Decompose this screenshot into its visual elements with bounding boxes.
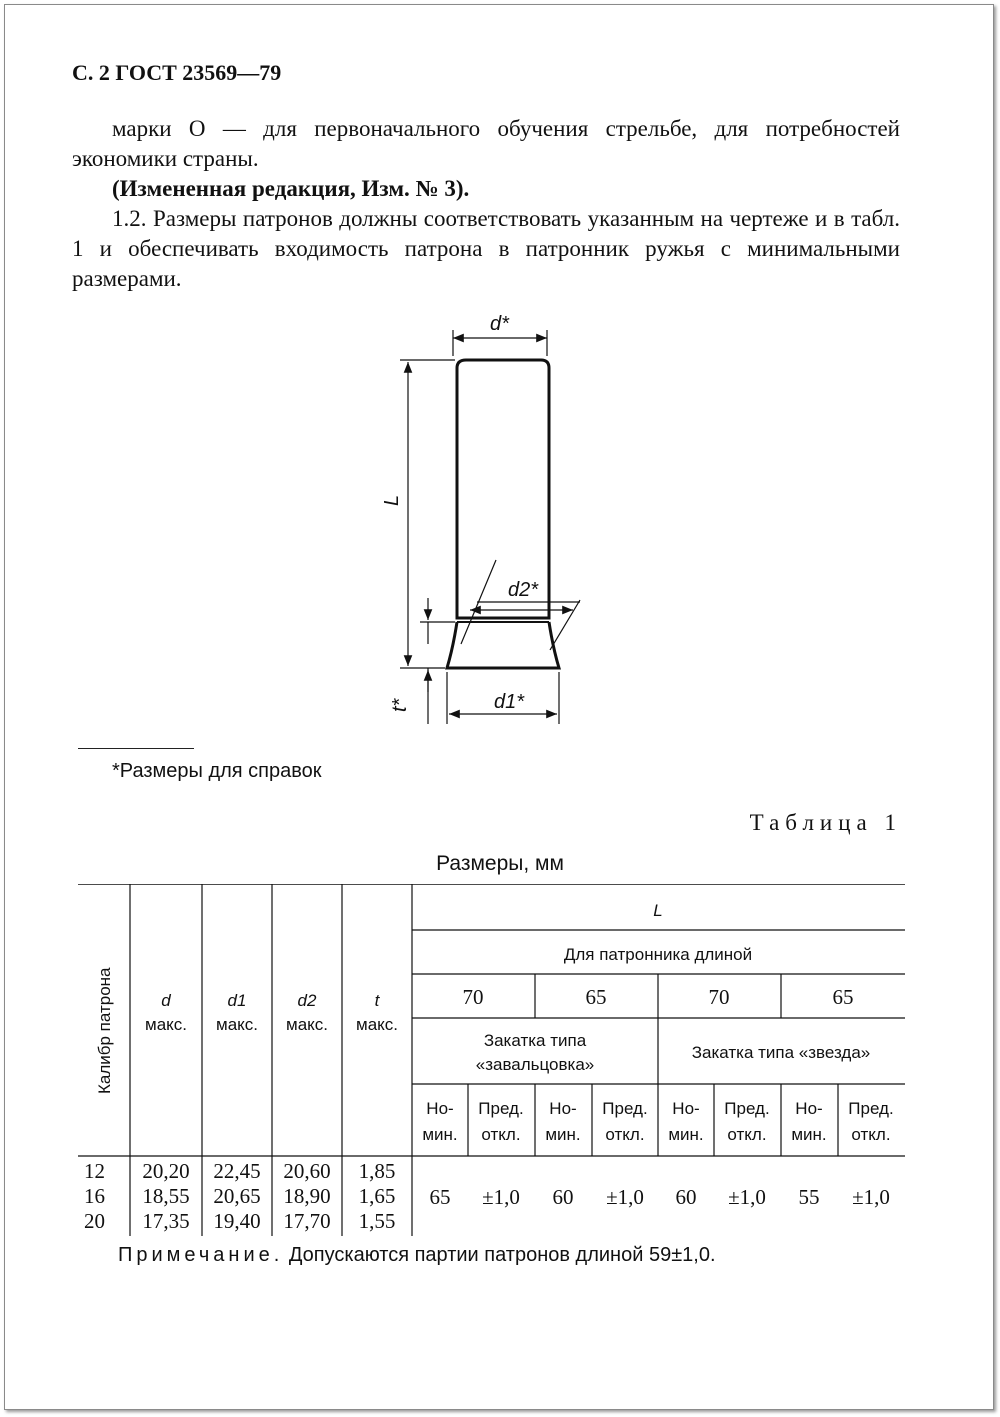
page-header: С. 2 ГОСТ 23569—79 <box>72 60 282 85</box>
label-d2: d2* <box>508 579 539 601</box>
label-d1: d1* <box>494 691 525 713</box>
header-t: t <box>374 991 380 1010</box>
header-len-70-a: 70 <box>462 985 484 1009</box>
header-dev-1: Пред. <box>478 1099 524 1118</box>
amendment-note: (Измененная редакция, Изм. № 3). <box>112 176 470 201</box>
note-text: Допускаются партии патронов длиной 59±1,0. <box>283 1244 716 1266</box>
header-dev-2b: откл. <box>605 1125 645 1144</box>
cell-caliber: 16 <box>84 1184 105 1208</box>
header-len-65-a: 65 <box>585 985 607 1009</box>
header-dev-4b: откл. <box>851 1125 891 1144</box>
label-d: d* <box>490 313 509 335</box>
header-t-maks: макс. <box>356 1015 398 1034</box>
cartridge-drawing <box>370 300 610 740</box>
cell-d: 18,55 <box>142 1184 190 1208</box>
cell-t: 1,65 <box>358 1184 396 1208</box>
cell-d1: 19,40 <box>213 1209 261 1233</box>
header-nom-4: Но- <box>795 1099 823 1118</box>
header-crimp-roll: Закатка типа <box>483 1031 587 1050</box>
header-dev-2: Пред. <box>602 1099 648 1118</box>
cell-L-nominal: 55 <box>798 1185 820 1209</box>
cell-t: 1,85 <box>358 1159 396 1183</box>
header-dev-4: Пред. <box>848 1099 894 1118</box>
header-d: d <box>161 991 171 1010</box>
cell-t: 1,55 <box>358 1209 396 1233</box>
cell-L-nominal: 65 <box>429 1185 451 1209</box>
cell-d2: 18,90 <box>283 1184 331 1208</box>
cell-L-nominal: 60 <box>552 1185 574 1209</box>
header-d1-maks: макс. <box>216 1015 258 1034</box>
header-nom-1: Но- <box>426 1099 454 1118</box>
footnote: *Размеры для справок <box>112 760 322 782</box>
header-d2: d2 <box>297 991 317 1010</box>
header-chamber-length: Для патронника длиной <box>563 945 753 964</box>
cell-L-deviation: ±1,0 <box>482 1185 520 1209</box>
cell-L-deviation: ±1,0 <box>606 1185 644 1209</box>
header-nom-4b: мин. <box>791 1125 827 1144</box>
header-caliber: Калибр патрона <box>95 967 114 1094</box>
table-units: Размеры, мм <box>436 852 564 875</box>
table-caption: Таблица 1 <box>749 810 902 835</box>
header-d1: d1 <box>227 991 247 1010</box>
cell-caliber: 12 <box>84 1159 105 1183</box>
cell-d1: 22,45 <box>213 1159 261 1183</box>
cell-L-deviation: ±1,0 <box>852 1185 890 1209</box>
note-label: Примечание. <box>118 1244 284 1266</box>
table-note <box>118 1244 716 1267</box>
cell-caliber: 20 <box>84 1209 105 1233</box>
header-dev-3b: откл. <box>727 1125 767 1144</box>
cell-d: 17,35 <box>142 1209 190 1233</box>
label-t: t* <box>389 698 411 712</box>
table-body <box>84 1159 890 1233</box>
cell-d2: 17,70 <box>283 1209 331 1233</box>
cell-L-nominal: 60 <box>675 1185 697 1209</box>
paragraph-purpose: марки О — для первоначального обучения стрельбе, для потребностей экономики страны. <box>72 116 900 171</box>
footnote-rule <box>78 748 194 749</box>
header-nom-2b: мин. <box>545 1125 581 1144</box>
header-d2-maks: макс. <box>286 1015 328 1034</box>
header-L: L <box>653 901 663 920</box>
header-nom-2: Но- <box>549 1099 577 1118</box>
header-dev-3: Пред. <box>724 1099 770 1118</box>
cell-d2: 20,60 <box>283 1159 331 1183</box>
header-dev-1b: откл. <box>481 1125 521 1144</box>
header-crimp-star: Закатка типа «звезда» <box>691 1043 871 1062</box>
header-nom-3b: мин. <box>668 1125 704 1144</box>
cell-d1: 20,65 <box>213 1184 261 1208</box>
header-len-70-b: 70 <box>708 985 730 1009</box>
dimensions-table <box>78 884 905 1236</box>
label-L: L <box>381 494 403 506</box>
header-nom-3: Но- <box>672 1099 700 1118</box>
cell-L-deviation: ±1,0 <box>728 1185 766 1209</box>
header-d-maks: макс. <box>145 1015 187 1034</box>
cell-d: 20,20 <box>142 1159 190 1183</box>
header-crimp-roll-type: «завальцовка» <box>475 1055 595 1074</box>
header-len-65-b: 65 <box>832 985 854 1009</box>
header-nom-1b: мин. <box>422 1125 458 1144</box>
paragraph-dimensions: 1.2. Размеры патронов должны соответствовать указанным на чертеже и в табл. 1 и обеспечивать входимость патрона в патронник ружья с минимальными размерами. <box>72 206 900 291</box>
